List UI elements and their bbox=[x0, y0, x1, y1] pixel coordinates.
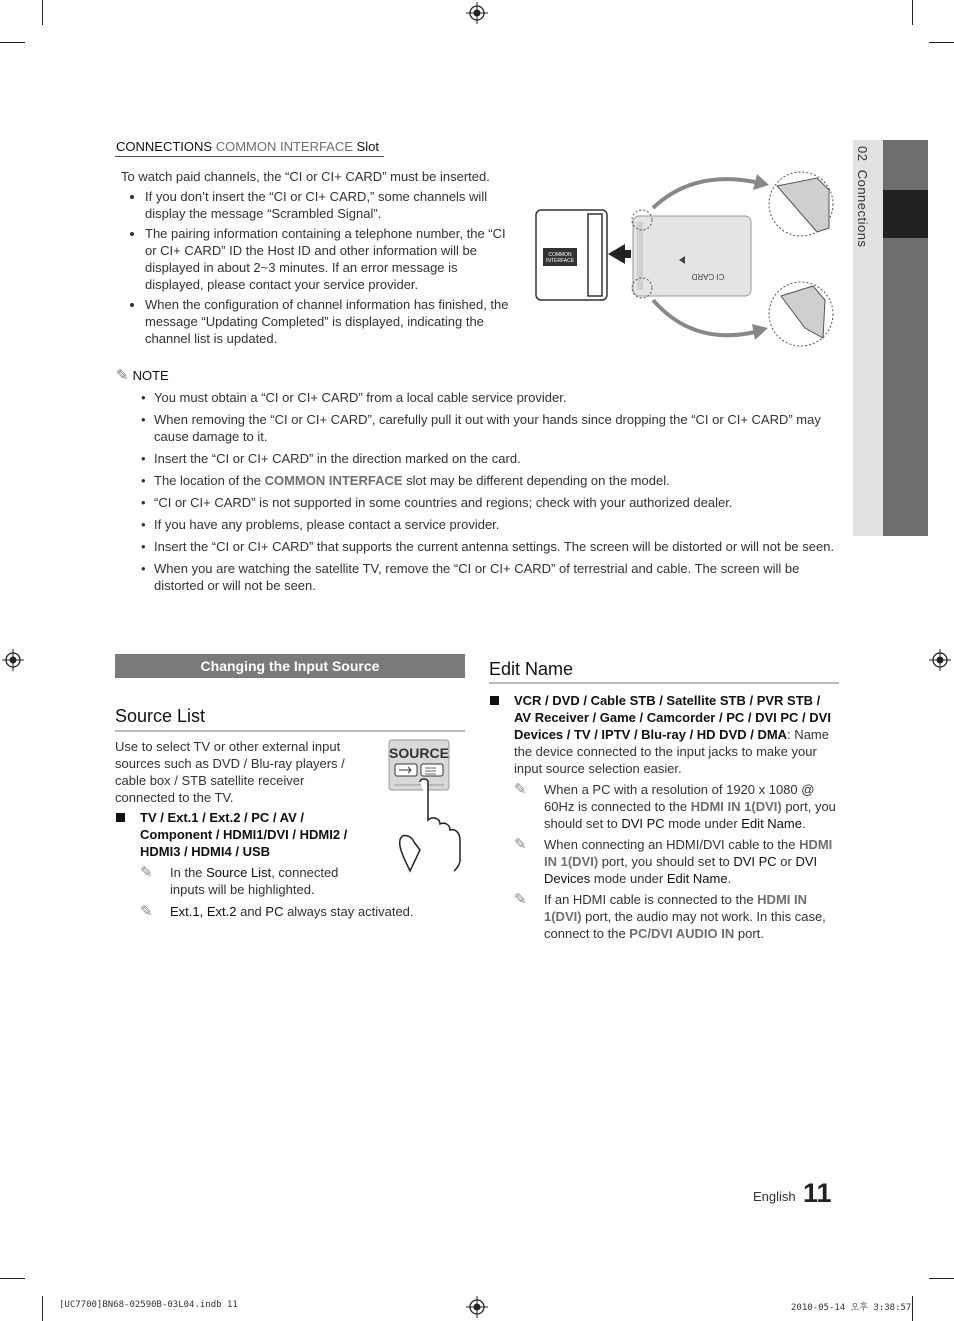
note-text: always stay activated. bbox=[283, 904, 414, 919]
zoom-arrow-top bbox=[653, 179, 755, 208]
crop-mark bbox=[0, 42, 25, 43]
zoom-arrowhead-top-icon bbox=[753, 174, 769, 190]
note-text: . bbox=[727, 871, 732, 886]
intro-bullets bbox=[121, 188, 516, 347]
pencil-icon: ✎ bbox=[514, 781, 527, 798]
ci-card bbox=[633, 216, 751, 296]
note-highlight: Edit Name bbox=[741, 816, 802, 831]
slot-label-line1: COMMON bbox=[548, 252, 572, 258]
note-list bbox=[140, 389, 840, 599]
pencil-icon: ✎ bbox=[116, 367, 129, 384]
crop-mark bbox=[912, 0, 913, 25]
source-list-inputs: TV / Ext.1 / Ext.2 / PC / AV / Component / HDMI1/DVI / HDMI2 / HDMI3 / HDMI4 / USB bbox=[140, 810, 348, 859]
note-text: port, the audio may not work. In this case, connect to the bbox=[544, 909, 826, 941]
chapter-name: Connections bbox=[855, 169, 870, 248]
note-item: • Insert the “CI or CI+ CARD” that supports the current antenna settings. The screen will be distorted or will not be seen. bbox=[154, 538, 840, 555]
note-highlight: COMMON INTERFACE bbox=[264, 473, 403, 488]
note-highlight: HDMI IN 1(DVI) bbox=[544, 837, 833, 869]
note-highlight: HDMI IN 1(DVI) bbox=[544, 892, 808, 924]
note-item: • Insert the “CI or CI+ CARD” in the direction marked on the card. bbox=[154, 450, 840, 467]
note-highlight: PC/DVI AUDIO IN bbox=[629, 926, 735, 941]
source-list-underline bbox=[115, 730, 465, 732]
crop-mark bbox=[0, 1278, 25, 1279]
page-language: English bbox=[753, 1189, 796, 1204]
source-list-note-2 bbox=[140, 903, 440, 920]
chapter-number: 02 bbox=[855, 146, 870, 162]
note-highlight: Edit Name bbox=[666, 871, 728, 886]
note-highlight: DVI Devices bbox=[544, 854, 818, 886]
note-item: • “CI or CI+ CARD” is not supported in some countries and regions; check with your authorized dealer. bbox=[154, 494, 840, 511]
note-text: or bbox=[776, 854, 796, 869]
note-text: mode under bbox=[664, 816, 742, 831]
pencil-icon: ✎ bbox=[514, 836, 527, 853]
section-title bbox=[116, 139, 379, 154]
print-file-info: [UC7700]BN68-02590B-03L04.indb 11 bbox=[59, 1300, 238, 1310]
intro-bullet: • The pairing information containing a telephone number, the “CI or CI+ CARD” ID the Host ID and other information will be displayed in about 2~3 minutes. If an error message is displayed, please contact your service provider. bbox=[145, 225, 516, 293]
source-button-label: SOURCE bbox=[389, 745, 449, 761]
pointing-hand-icon bbox=[400, 779, 460, 871]
note-item: • You must obtain a “CI or CI+ CARD” from a local cable service provider. bbox=[154, 389, 840, 406]
pencil-icon: ✎ bbox=[514, 891, 527, 908]
edit-name-item bbox=[514, 692, 836, 777]
square-bullet-icon bbox=[116, 813, 125, 822]
ci-slot bbox=[588, 214, 602, 296]
insert-arrow-icon bbox=[608, 244, 631, 264]
note-highlight: Ext.1, Ext.2 bbox=[170, 904, 237, 919]
note-heading bbox=[116, 366, 169, 384]
source-list-title: Source List bbox=[115, 706, 206, 726]
square-bullet-icon bbox=[490, 696, 499, 705]
input-source-heading: Changing the Input Source bbox=[115, 654, 465, 678]
note-text: If an HDMI cable is connected to the bbox=[544, 892, 758, 907]
chapter-tab-label bbox=[855, 146, 881, 286]
crop-mark bbox=[912, 1296, 913, 1321]
intro-lead: To watch paid channels, the “CI or CI+ CARD” must be inserted. bbox=[121, 169, 490, 184]
note-title: NOTE bbox=[132, 368, 169, 383]
slot-label-line2: INTERFACE bbox=[545, 258, 575, 264]
ci-card-insertion-diagram bbox=[533, 168, 838, 350]
source-list-description: Use to select TV or other external input sources such as DVD / Blu-ray players / cable box / STB satellite receiver connected to the TV. bbox=[115, 739, 345, 805]
edit-name-description: : Name the device connected to the input jacks to make your input source selection easier. bbox=[514, 727, 829, 776]
note-item: • When you are watching the satellite TV, remove the “CI or CI+ CARD” of terrestrial and cable. The screen will be distorted or will not be seen. bbox=[154, 560, 840, 594]
edit-name-underline bbox=[489, 682, 839, 684]
intro-block bbox=[121, 168, 516, 350]
intro-bullet: • If you don’t insert the “CI or CI+ CARD,” some channels will display the message “Scrambled Signal”. bbox=[145, 188, 516, 222]
source-list-note-1 bbox=[140, 864, 370, 898]
note-text: port, you should set to bbox=[544, 799, 836, 831]
pencil-icon: ✎ bbox=[140, 903, 153, 920]
crop-mark bbox=[929, 42, 954, 43]
registration-mark-icon bbox=[929, 649, 951, 671]
note-item: • If you have any problems, please contact a service provider. bbox=[154, 516, 840, 533]
edit-name-note-1 bbox=[514, 781, 840, 832]
note-text: When a PC with a resolution of 1920 x 1080 @ 60Hz is connected to the bbox=[544, 782, 815, 814]
edit-name-note-3 bbox=[514, 891, 840, 942]
pencil-icon: ✎ bbox=[140, 864, 153, 881]
crop-mark bbox=[42, 1296, 43, 1321]
intro-bullet: • When the configuration of channel information has finished, the message “Updating Completed” is displayed, indicating the channel list is updated. bbox=[145, 296, 516, 347]
note-text: When connecting an HDMI/DVI cable to the bbox=[544, 837, 800, 852]
chapter-tab-marker bbox=[883, 190, 928, 238]
edit-name-note-2 bbox=[514, 836, 840, 887]
note-item: • When removing the “CI or CI+ CARD”, carefully pull it out with your hands since dropping the “CI or CI+ CARD” may cause damage to it. bbox=[154, 411, 840, 445]
ci-card-label: CI CARD bbox=[691, 272, 725, 281]
note-highlight: DVI PC bbox=[621, 816, 665, 831]
registration-mark-icon bbox=[466, 2, 488, 24]
edit-name-devices: VCR / DVD / Cable STB / Satellite STB / PVR STB / AV Receiver / Game / Camcorder / PC / DVI PC / DVI Devices / TV / IPTV / Blu-ray / HD DVD / DMA bbox=[514, 693, 831, 742]
note-text: , connected inputs will be highlighted. bbox=[170, 865, 339, 897]
note-highlight: Source List bbox=[206, 865, 272, 880]
note-highlight: PC bbox=[265, 904, 284, 919]
note-text: mode under bbox=[590, 871, 667, 886]
note-text: In the bbox=[170, 865, 207, 880]
section-title-suffix: Slot bbox=[356, 139, 379, 154]
note-text: . bbox=[801, 816, 806, 831]
note-text: port. bbox=[734, 926, 764, 941]
registration-mark-icon bbox=[466, 1296, 488, 1318]
note-highlight: DVI PC bbox=[733, 854, 777, 869]
note-text: and bbox=[236, 904, 266, 919]
source-button-illustration bbox=[384, 738, 470, 873]
page-number: 11 bbox=[803, 1178, 832, 1208]
note-highlight: HDMI IN 1(DVI) bbox=[690, 799, 782, 814]
note-text: The location of the bbox=[154, 473, 265, 488]
note-text: port, you should set to bbox=[598, 854, 734, 869]
registration-mark-icon bbox=[2, 649, 24, 671]
zoom-arrow-bottom bbox=[653, 300, 755, 335]
crop-mark bbox=[929, 1278, 954, 1279]
section-title-middle: COMMON INTERFACE bbox=[215, 139, 353, 154]
crop-mark bbox=[42, 0, 43, 25]
section-title-underline bbox=[115, 156, 384, 157]
edit-name-title: Edit Name bbox=[489, 659, 574, 679]
ci-card-edge bbox=[637, 222, 643, 290]
zoom-arrowhead-bottom-icon bbox=[752, 324, 768, 340]
print-date-info: 2010-05-14 오후 3:38:57 bbox=[791, 1303, 912, 1313]
section-title-prefix: CONNECTIONS bbox=[116, 139, 213, 154]
note-item bbox=[154, 472, 840, 489]
note-text: slot may be different depending on the model. bbox=[402, 473, 670, 488]
